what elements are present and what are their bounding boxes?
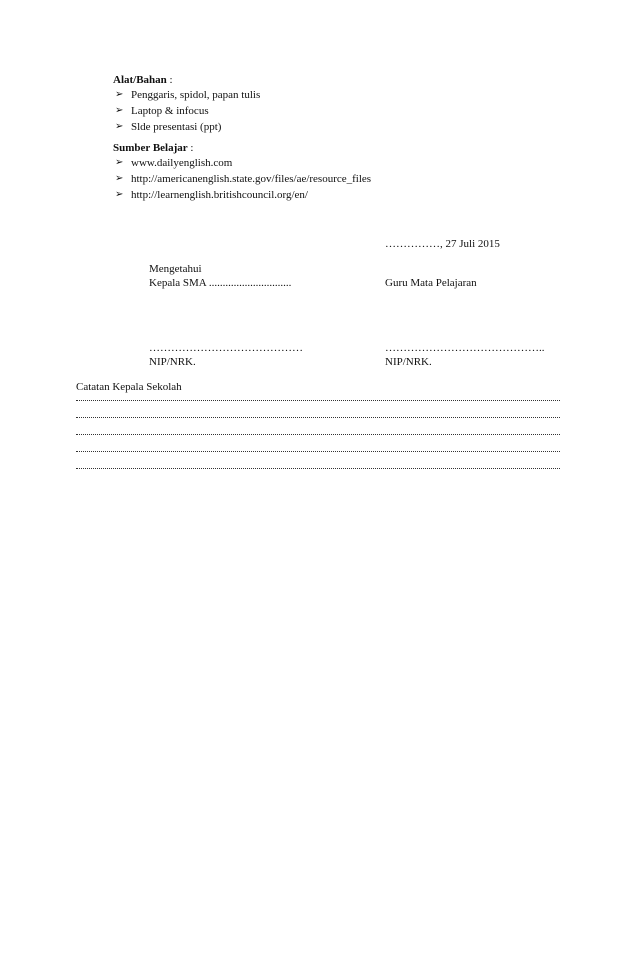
arrow-bullet-icon: ➢ bbox=[115, 121, 124, 132]
dotted-line bbox=[76, 451, 560, 452]
dotted-line bbox=[76, 400, 560, 401]
dotted-line bbox=[76, 417, 560, 418]
alat-bahan-heading: Alat/Bahan : bbox=[113, 74, 173, 86]
guru-mata-pelajaran-label: Guru Mata Pelajaran bbox=[385, 277, 477, 289]
sumber-belajar-list bbox=[113, 155, 371, 203]
list-item: ➢ Laptop & infocus bbox=[115, 105, 209, 117]
list-item: ➢ Slde presentasi (ppt) bbox=[115, 121, 222, 133]
list-item: ➢ http://learnenglish.britishcouncil.org/en/ bbox=[115, 189, 308, 201]
arrow-bullet-icon: ➢ bbox=[115, 157, 124, 168]
dotted-line bbox=[76, 434, 560, 435]
arrow-bullet-icon: ➢ bbox=[115, 189, 124, 200]
date-line: ……………, 27 Juli 2015 bbox=[385, 238, 500, 250]
list-item: ➢ Penggaris, spidol, papan tulis bbox=[115, 89, 261, 101]
sumber-belajar-heading: Sumber Belajar : bbox=[113, 142, 194, 154]
nip-label-left: NIP/NRK. bbox=[149, 356, 196, 368]
signature-line-right: …………………………………….. bbox=[385, 342, 545, 354]
arrow-bullet-icon: ➢ bbox=[115, 173, 124, 184]
nip-label-right: NIP/NRK. bbox=[385, 356, 432, 368]
dotted-line bbox=[76, 468, 560, 469]
list-item: ➢ http://americanenglish.state.gov/files/ae/resource_files bbox=[115, 173, 372, 185]
catatan-title: Catatan Kepala Sekolah bbox=[76, 381, 182, 393]
mengetahui-label: Mengetahui bbox=[149, 263, 202, 275]
list-item: ➢ www.dailyenglish.com bbox=[115, 157, 233, 169]
alat-bahan-list bbox=[113, 87, 260, 135]
sumber-belajar-section bbox=[113, 141, 371, 203]
arrow-bullet-icon: ➢ bbox=[115, 105, 124, 116]
alat-bahan-section bbox=[113, 73, 260, 135]
signature-line-left: …………………………………… bbox=[149, 342, 303, 354]
kepala-sma-label: Kepala SMA .............................. bbox=[149, 277, 292, 289]
arrow-bullet-icon: ➢ bbox=[115, 89, 124, 100]
